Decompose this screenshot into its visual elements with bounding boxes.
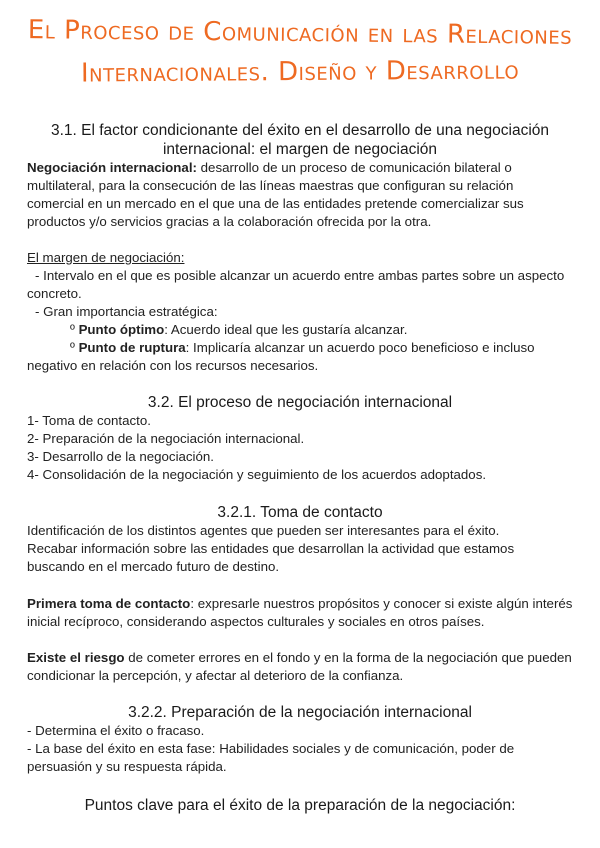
margin-item-2: - Gran importancia estratégica: bbox=[35, 304, 218, 319]
risk-line1 bbox=[27, 649, 577, 667]
margin-label: El margen de negociación: bbox=[27, 250, 185, 265]
risk-text: de cometer errores en el fondo y en la forma de la negociación que pueden bbox=[124, 650, 572, 665]
definition-text: desarrollo de un proceso de comunicación bilateral o bbox=[196, 160, 512, 175]
punto-ruptura bbox=[27, 339, 600, 357]
contact-para1-line1: Identificación de los distintos agentes que pueden ser interesantes para el éxito. bbox=[27, 523, 500, 538]
document-title-line1: El Proceso de Comunicación en las Relaciones bbox=[27, 15, 573, 51]
punto-ruptura-term: Punto de ruptura bbox=[78, 340, 186, 355]
process-step-1: 1- Toma de contacto. bbox=[27, 413, 151, 428]
margin-item-1-line2: concreto. bbox=[27, 286, 82, 301]
section-3-2-heading: 3.2. El proceso de negociación internacional bbox=[147, 394, 453, 411]
bullet: º bbox=[70, 340, 75, 355]
first-contact-line2: inicial recíproco, considerando aspectos culturales y sociales en otros países. bbox=[27, 614, 485, 629]
bullet: º bbox=[70, 322, 75, 337]
process-step-3: 3- Desarrollo de la negociación. bbox=[27, 449, 215, 464]
definition-line1 bbox=[27, 159, 577, 177]
section-3-2-1-heading: 3.2.1. Toma de contacto bbox=[217, 504, 383, 521]
punto-optimo-text: : Acuerdo ideal que les gustaría alcanzar. bbox=[164, 322, 408, 337]
risk-line2: condicionar la percepción, y afectar al deterioro de la confianza. bbox=[27, 668, 404, 683]
risk-term: Existe el riesgo bbox=[27, 650, 125, 665]
definition-line4: productos y/o servicios gracias a la colaboración ofrecida por la otra. bbox=[27, 214, 432, 229]
first-contact-term: Primera toma de contacto bbox=[27, 596, 191, 611]
key-points-heading: Puntos clave para el éxito de la preparación de la negociación: bbox=[84, 797, 516, 814]
prep-line1: - Determina el éxito o fracaso. bbox=[27, 723, 205, 738]
margin-item-1-line1: - Intervalo en el que es posible alcanzar un acuerdo entre ambas partes sobre un aspecto bbox=[35, 268, 565, 283]
section-3-2-2-heading: 3.2.2. Preparación de la negociación internacional bbox=[128, 704, 472, 721]
prep-line3: persuasión y su respuesta rápida. bbox=[27, 759, 227, 774]
punto-optimo-term: Punto óptimo bbox=[78, 322, 165, 337]
section-3-1-heading-line2: internacional: el margen de negociación bbox=[162, 141, 437, 158]
first-contact-line1 bbox=[27, 595, 577, 613]
first-contact-text: : expresarle nuestros propósitos y conocer si existe algún interés bbox=[190, 596, 573, 611]
punto-ruptura-line2: negativo en relación con los recursos necesarios. bbox=[27, 358, 319, 373]
punto-ruptura-text: : Implicaría alcanzar un acuerdo poco beneficioso e incluso bbox=[185, 340, 535, 355]
definition-term: Negociación internacional: bbox=[27, 160, 197, 175]
document-title-line2: Internacionales. Diseño y Desarrollo bbox=[80, 55, 520, 89]
definition-line2: multilateral, para la consecución de las líneas maestras que configuran su relación bbox=[27, 178, 514, 193]
contact-para1-line2: Recabar información sobre las entidades que desarrollan la actividad que estamos bbox=[27, 541, 515, 556]
punto-optimo bbox=[27, 321, 600, 339]
contact-para1-line3: buscando en el mercado futuro de destino. bbox=[27, 559, 280, 574]
section-3-1-heading-line1: 3.1. El factor condicionante del éxito en el desarrollo de una negociación bbox=[50, 122, 550, 139]
prep-line2: - La base del éxito en esta fase: Habilidades sociales y de comunicación, poder de bbox=[27, 741, 515, 756]
process-step-4: 4- Consolidación de la negociación y seguimiento de los acuerdos adoptados. bbox=[27, 467, 487, 482]
definition-line3: comercial en un mercado en el que una de las entidades pretende comercializar sus bbox=[27, 196, 524, 211]
process-step-2: 2- Preparación de la negociación internacional. bbox=[27, 431, 305, 446]
